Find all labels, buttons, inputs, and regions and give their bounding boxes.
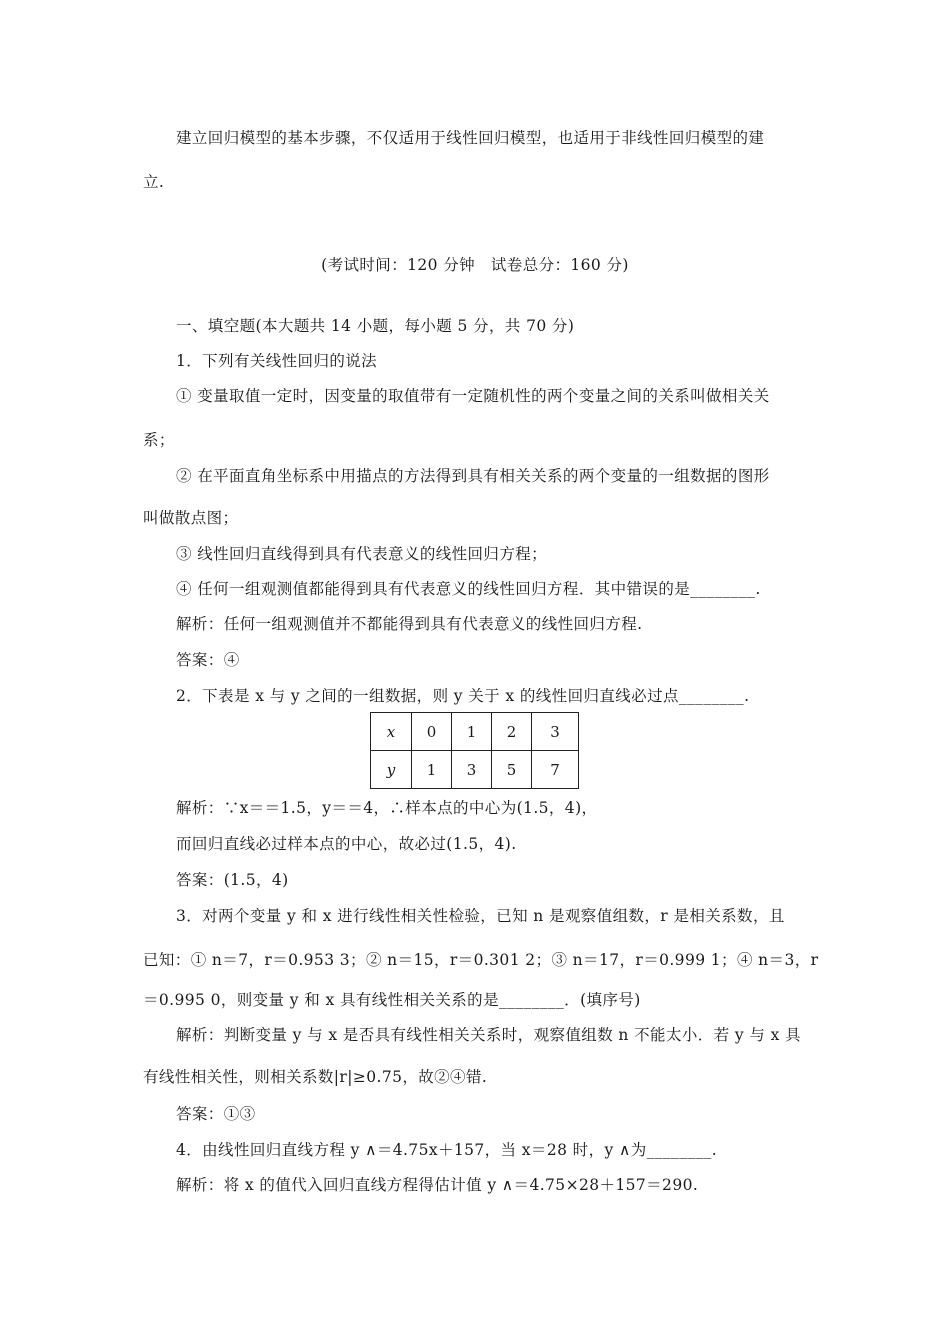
table-cell: 3 [532,713,579,751]
q2-answer: 答案：(1.5，4) [176,871,289,889]
table-row [371,751,579,789]
q1-answer: 答案：④ [176,651,240,669]
q1-analysis: 解析：任何一组观测值并不都能得到具有代表意义的线性回归方程. [176,615,643,633]
table-cell: 7 [532,751,579,789]
q3-stem-line-2: 已知：① n＝7，r＝0.953 3；② n＝15，r＝0.301 2；③ n＝17，r＝0.999 1；④ n＝3，r [143,951,819,969]
intro-paragraph-line-1: 建立回归模型的基本步骤，不仅适用于线性回归模型，也适用于非线性回归模型的建 [176,129,765,147]
table-row [371,713,579,751]
table-cell: 3 [452,751,492,789]
q4-stem: 4．由线性回归直线方程 y ∧＝4.75x＋157，当 x＝28 时，y ∧为________. [176,1141,718,1159]
section-title: 一、填空题(本大题共 14 小题，每小题 5 分，共 70 分) [176,317,575,335]
q2-data-table [370,712,579,789]
q1-stem: 1．下列有关线性回归的说法 [176,352,378,370]
q1-option-2-line-1: ② 在平面直角坐标系中用描点的方法得到具有相关关系的两个变量的一组数据的图形 [176,467,770,485]
q3-stem-line-1: 3．对两个变量 y 和 x 进行线性相关性检验，已知 n 是观察值组数，r 是相关系数，且 [176,907,785,925]
q3-analysis-line-2: 有线性相关性，则相关系数|r|≥0.75，故②④错. [143,1068,488,1086]
q2-stem: 2．下表是 x 与 y 之间的一组数据，则 y 关于 x 的线性回归直线必过点________. [176,687,750,705]
table-header-y: y [371,751,412,789]
q3-stem-line-3: ＝0.995 0，则变量 y 和 x 具有线性相关关系的是________．(填序号) [143,991,641,1009]
table-cell: 2 [492,713,532,751]
table-cell: 1 [412,751,452,789]
intro-paragraph-line-2: 立. [143,173,165,191]
q1-option-2-line-2: 叫做散点图； [143,509,239,527]
q1-option-3: ③ 线性回归直线得到具有代表意义的线性回归方程； [176,545,548,563]
table-header-x: x [371,713,412,751]
q1-option-1-line-2: 系； [143,431,175,449]
q3-analysis-line-1: 解析：判断变量 y 与 x 是否具有线性相关关系时，观察值组数 n 不能太小．若 y 与 x 具 [176,1026,801,1044]
table-cell: 5 [492,751,532,789]
q1-option-4: ④ 任何一组观测值都能得到具有代表意义的线性回归方程．其中错误的是________. [176,580,761,598]
exam-info: (考试时间：120 分钟 试卷总分：160 分) [321,256,629,274]
q1-option-1-line-1: ① 变量取值一定时，因变量的取值带有一定随机性的两个变量之间的关系叫做相关关 [176,387,770,405]
q4-analysis: 解析：将 x 的值代入回归直线方程得估计值 y ∧＝4.75×28＋157＝290. [176,1176,699,1194]
table-cell: 1 [452,713,492,751]
q2-analysis-line-1: 解析：∵x＝＝1.5，y＝＝4，∴样本点的中心为(1.5，4)， [176,799,598,817]
q2-analysis-line-2: 而回归直线必过样本点的中心，故必过(1.5，4). [176,835,517,853]
q3-answer: 答案：①③ [176,1105,256,1123]
table-cell: 0 [412,713,452,751]
